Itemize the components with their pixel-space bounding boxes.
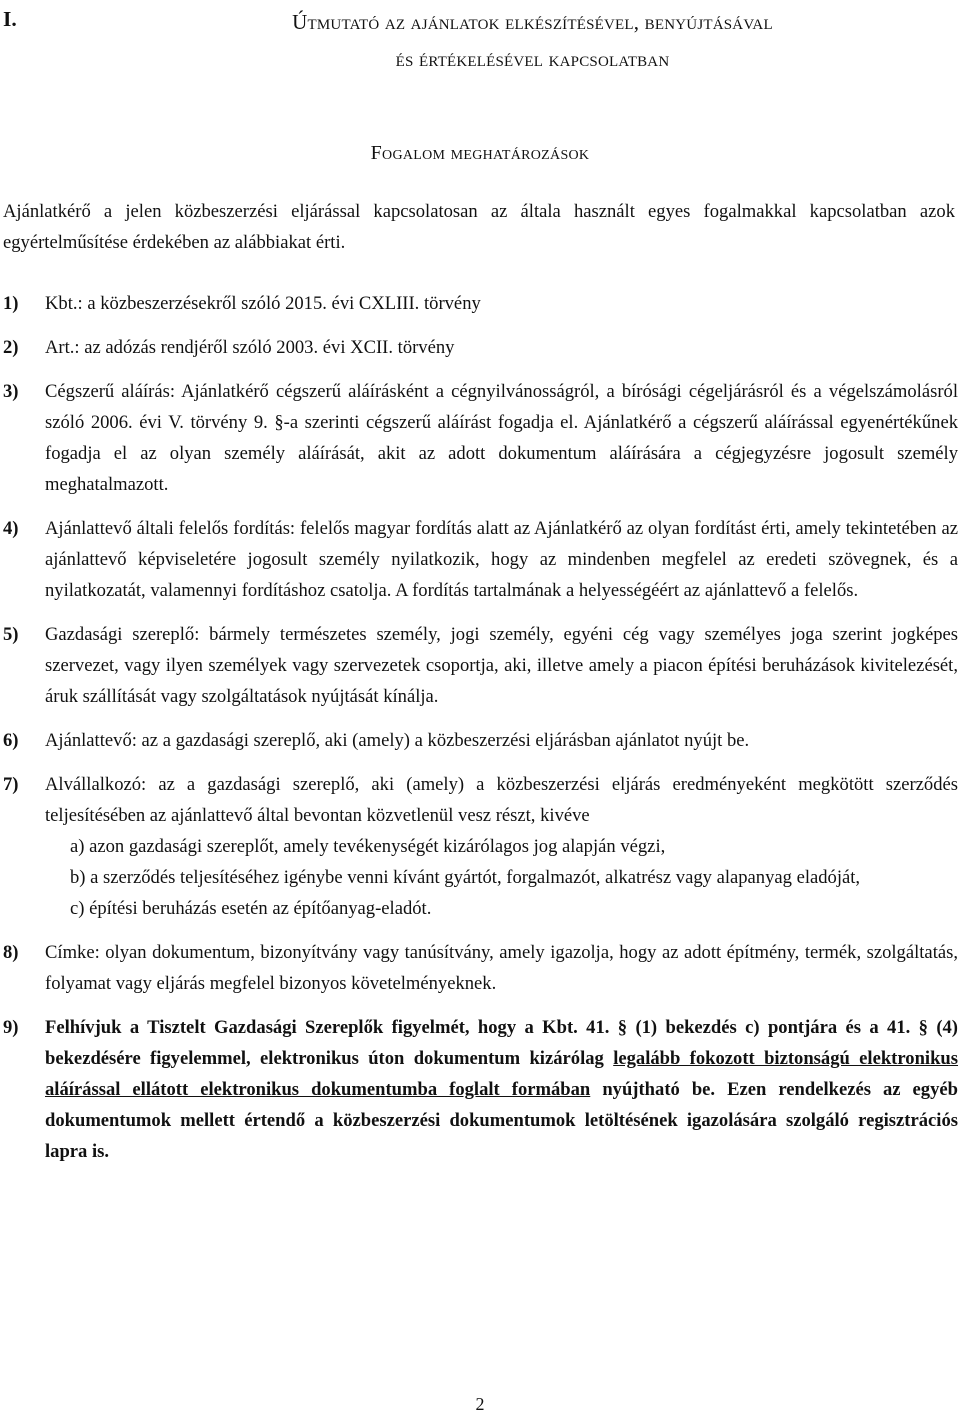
item-number: 8) <box>3 942 19 963</box>
item-text: Art.: az adózás rendjéről szóló 2003. évi XCII. törvény <box>45 337 455 358</box>
item-text: Ajánlattevő általi felelős fordítás: felelős magyar fordítás alatt az Ajánlatkérő az olyan fordítást érti, amely tekintetében az ajánlattevő képviseletére jogosult személy nyilatkozik, hogy az mindenben megfelel az eredeti szövegnek, és a nyilatkozatát, valamennyi fordításhoz csatolja. A fordítás tartalmának a helyességéért az ajánlattevő a felelős. <box>45 518 958 601</box>
chapter-title <box>110 4 955 78</box>
definition-list <box>3 288 958 1167</box>
item-number: 9) <box>3 1017 19 1038</box>
item-text: Cégszerű aláírás: Ajánlatkérő cégszerű aláírásként a cégnyilvánosságról, a bírósági cégeljárásról és a végelszámolásról szóló 2006. évi V. törvény 9. §-a szerinti cégszerű aláírást fogadja el. Ajánlatkérő a cégszerű aláírással egyenértékűnek fogadja el az olyan személy aláírását, akit az adott dokumentum aláírására a cégjegyzésre jogosult személy meghatalmazott. <box>45 381 958 495</box>
definition-item-9 <box>3 1012 958 1167</box>
chapter-number: I. <box>3 7 17 31</box>
definition-item-3 <box>3 376 958 500</box>
sub-item-c: c) építési beruházás esetén az építőanyag-eladót. <box>70 898 432 919</box>
item-text: Címke: olyan dokumentum, bizonyítvány vagy tanúsítvány, amely igazolja, hogy az adott építmény, termék, szolgáltatás, folyamat vagy eljárás megfelel bizonyos követelményeknek. <box>45 942 958 994</box>
definition-item-5 <box>3 619 958 712</box>
item-text: Alvállalkozó: az a gazdasági szereplő, aki (amely) a közbeszerzési eljárás eredményeként megkötött szerződés teljesítésében az ajánlattevő által bevontan közvetlenül vesz részt, kivéve <box>45 774 958 826</box>
definition-item-8 <box>3 937 958 999</box>
notice-underlined-text: legalább fokozott biztonságú elektronikus aláírással ellátott elektronikus dokumentumba foglalt formában <box>45 1048 959 1100</box>
item-number: 6) <box>3 730 19 751</box>
definition-item-1 <box>3 288 958 319</box>
sub-item-b: b) a szerződés teljesítéséhez igénybe venni kívánt gyártót, forgalmazót, alkatrész vagy alapanyag eladóját, <box>70 867 861 888</box>
item-text <box>45 1017 958 1162</box>
item-number: 5) <box>3 624 19 645</box>
item-number: 7) <box>3 774 19 795</box>
chapter-title-line-2: és értékelésével kapcsolatban <box>395 47 670 71</box>
chapter-heading <box>3 4 955 78</box>
item-text: Kbt.: a közbeszerzésekről szóló 2015. évi CXLIII. törvény <box>45 293 481 314</box>
item-text: Gazdasági szereplő: bármely természetes személy, jogi személy, egyéni cég vagy személyes joga szerint jogképes szervezet, vagy ilyen személyek vagy szervezetek csoportja, aki, illetve amely a piacon építési beruházások kivitelezését, áruk szállítását vagy szolgáltatások nyújtását kínálja. <box>45 624 958 707</box>
section-title: Fogalom meghatározások <box>370 142 590 164</box>
chapter-title-line-1: Útmutató az ajánlatok elkészítésével, benyújtásával <box>292 10 773 34</box>
sub-item-a: a) azon gazdasági szereplőt, amely tevékenységét kizárólagos jog alapján végzi, <box>70 836 666 857</box>
item-number: 4) <box>3 518 19 539</box>
item-number: 3) <box>3 381 19 402</box>
notice-text-a: Felhívjuk a Tisztelt Gazdasági Szereplők figyelmét, hogy a Kbt. 41. § (1) bekezdés c) pontjára és a 41. § (4) bekezdésére figyelemmel, elektronikus úton dokumentum kizárólag <box>45 1017 958 1069</box>
intro-paragraph: Ajánlatkérő a jelen közbeszerzési eljárással kapcsolatosan az általa használt egyes fogalmakkal kapcsolatban azok egyértelműsítése érdekében az alábbiakat érti. <box>3 201 955 253</box>
definition-item-7 <box>3 769 958 924</box>
definition-item-6 <box>3 725 958 756</box>
item-text: Ajánlattevő: az a gazdasági szereplő, aki (amely) a közbeszerzési eljárásban ajánlatot nyújt be. <box>45 730 750 751</box>
definition-item-4 <box>3 513 958 606</box>
item-number: 1) <box>3 293 19 314</box>
notice-text-b: nyújtható be. Ezen rendelkezés az egyéb dokumentumok mellett értendő a közbeszerzési dokumentumok letöltésének igazolására szolgáló regisztrációs lapra is. <box>45 1079 958 1162</box>
item-number: 2) <box>3 337 19 358</box>
page-number: 2 <box>475 1394 485 1414</box>
definition-item-2 <box>3 332 958 363</box>
